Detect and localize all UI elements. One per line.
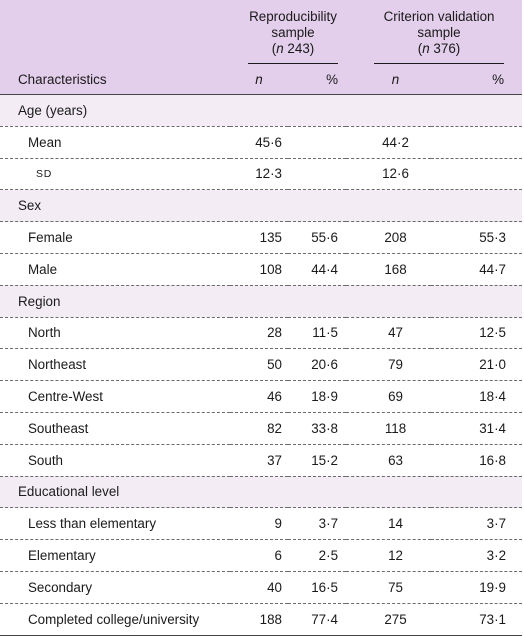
group1-sample-size: (n 243) <box>271 41 315 56</box>
repro-n-cell: 45·6 <box>230 126 288 158</box>
reproducibility-sample-header <box>230 0 346 64</box>
repro-pct-cell: 15·2 <box>288 444 346 476</box>
repro-n-cell: 188 <box>230 603 288 635</box>
row-label: South <box>0 444 230 476</box>
valid-n-cell: 12·6 <box>346 158 431 190</box>
valid-pct-cell: 19·9 <box>431 571 522 603</box>
valid-n-cell: 63 <box>346 444 431 476</box>
row-label: SD <box>0 158 230 190</box>
repro-n-cell: 108 <box>230 253 288 285</box>
table-row <box>0 349 522 381</box>
row-label: Completed college/university <box>0 603 230 635</box>
repro-pct-cell <box>288 158 346 190</box>
table-row <box>0 540 522 572</box>
row-label: Male <box>0 253 230 285</box>
row-label: Female <box>0 222 230 254</box>
criterion-validation-sample-header <box>346 0 522 64</box>
table-row <box>0 508 522 540</box>
valid-pct-cell: 16·8 <box>431 444 522 476</box>
characteristics-column-header: Characteristics <box>0 64 230 95</box>
group2-title-line1: Criterion validation <box>383 9 495 24</box>
repro-n-cell: 12·3 <box>230 158 288 190</box>
valid-pct-cell: 55·3 <box>431 222 522 254</box>
table-row <box>0 381 522 413</box>
group2-n-label: n <box>422 41 430 56</box>
valid-n-cell: 208 <box>346 222 431 254</box>
table-row <box>0 253 522 285</box>
repro-pct-cell: 44·4 <box>288 253 346 285</box>
valid-n-cell: 168 <box>346 253 431 285</box>
row-label: North <box>0 317 230 349</box>
table-row <box>0 190 522 222</box>
table-body <box>0 95 522 636</box>
table-row <box>0 126 522 158</box>
group1-n-label: n <box>276 41 284 56</box>
validation-n-column-header: n <box>346 64 431 95</box>
repro-pct-cell: 18·9 <box>288 381 346 413</box>
repro-n-cell: 135 <box>230 222 288 254</box>
valid-pct-cell: 44·7 <box>431 253 522 285</box>
group2-sample-size: (n 376) <box>417 41 461 56</box>
header-group-row <box>0 0 522 64</box>
repro-n-cell: 9 <box>230 508 288 540</box>
table-row <box>0 412 522 444</box>
table-row <box>0 285 522 317</box>
repro-n-cell: 28 <box>230 317 288 349</box>
group1-title-line1: Reproducibility <box>249 9 337 24</box>
row-label: Secondary <box>0 571 230 603</box>
valid-n-cell: 275 <box>346 603 431 635</box>
repro-pct-cell: 11·5 <box>288 317 346 349</box>
validation-percent-column-header: % <box>431 64 522 95</box>
repro-pct-cell: 20·6 <box>288 349 346 381</box>
repro-pct-cell: 55·6 <box>288 222 346 254</box>
table-header <box>0 0 522 95</box>
reproducibility-n-column-header: n <box>230 64 288 95</box>
row-label: Mean <box>0 126 230 158</box>
valid-pct-cell: 31·4 <box>431 412 522 444</box>
valid-n-cell: 12 <box>346 540 431 572</box>
table-row <box>0 95 522 127</box>
valid-pct-cell <box>431 126 522 158</box>
repro-n-cell: 50 <box>230 349 288 381</box>
valid-pct-cell <box>431 158 522 190</box>
valid-n-cell: 118 <box>346 412 431 444</box>
table-row <box>0 222 522 254</box>
repro-pct-cell: 3·7 <box>288 508 346 540</box>
table-row <box>0 476 522 508</box>
repro-n-cell: 46 <box>230 381 288 413</box>
group1-n-value: 243 <box>283 41 310 56</box>
section-label: Sex <box>0 190 522 222</box>
header-column-row <box>0 64 522 95</box>
valid-n-cell: 47 <box>346 317 431 349</box>
repro-n-cell: 40 <box>230 571 288 603</box>
repro-pct-cell <box>288 126 346 158</box>
valid-n-cell: 75 <box>346 571 431 603</box>
table-row <box>0 317 522 349</box>
table-row <box>0 444 522 476</box>
repro-n-cell: 6 <box>230 540 288 572</box>
valid-pct-cell: 3·7 <box>431 508 522 540</box>
valid-n-cell: 79 <box>346 349 431 381</box>
header-spacer <box>0 0 230 64</box>
valid-pct-cell: 21·0 <box>431 349 522 381</box>
repro-pct-cell: 77·4 <box>288 603 346 635</box>
section-label: Educational level <box>0 476 522 508</box>
valid-n-cell: 44·2 <box>346 126 431 158</box>
valid-pct-cell: 73·1 <box>431 603 522 635</box>
group2-title-line2: sample <box>417 25 461 40</box>
row-label: Northeast <box>0 349 230 381</box>
valid-n-cell: 69 <box>346 381 431 413</box>
row-label: Elementary <box>0 540 230 572</box>
table-row <box>0 158 522 190</box>
valid-pct-cell: 3·2 <box>431 540 522 572</box>
valid-pct-cell: 12·5 <box>431 317 522 349</box>
repro-pct-cell: 33·8 <box>288 412 346 444</box>
table-row <box>0 571 522 603</box>
repro-n-cell: 82 <box>230 412 288 444</box>
group1-title-line2: sample <box>271 25 315 40</box>
row-label: Less than elementary <box>0 508 230 540</box>
valid-pct-cell: 18·4 <box>431 381 522 413</box>
valid-n-cell: 14 <box>346 508 431 540</box>
repro-pct-cell: 2·5 <box>288 540 346 572</box>
row-label: Centre-West <box>0 381 230 413</box>
repro-n-cell: 37 <box>230 444 288 476</box>
reproducibility-percent-column-header: % <box>288 64 346 95</box>
section-label: Region <box>0 285 522 317</box>
section-label: Age (years) <box>0 95 522 127</box>
group2-n-value: 376 <box>429 41 456 56</box>
table-row <box>0 603 522 635</box>
row-label: Southeast <box>0 412 230 444</box>
repro-pct-cell: 16·5 <box>288 571 346 603</box>
